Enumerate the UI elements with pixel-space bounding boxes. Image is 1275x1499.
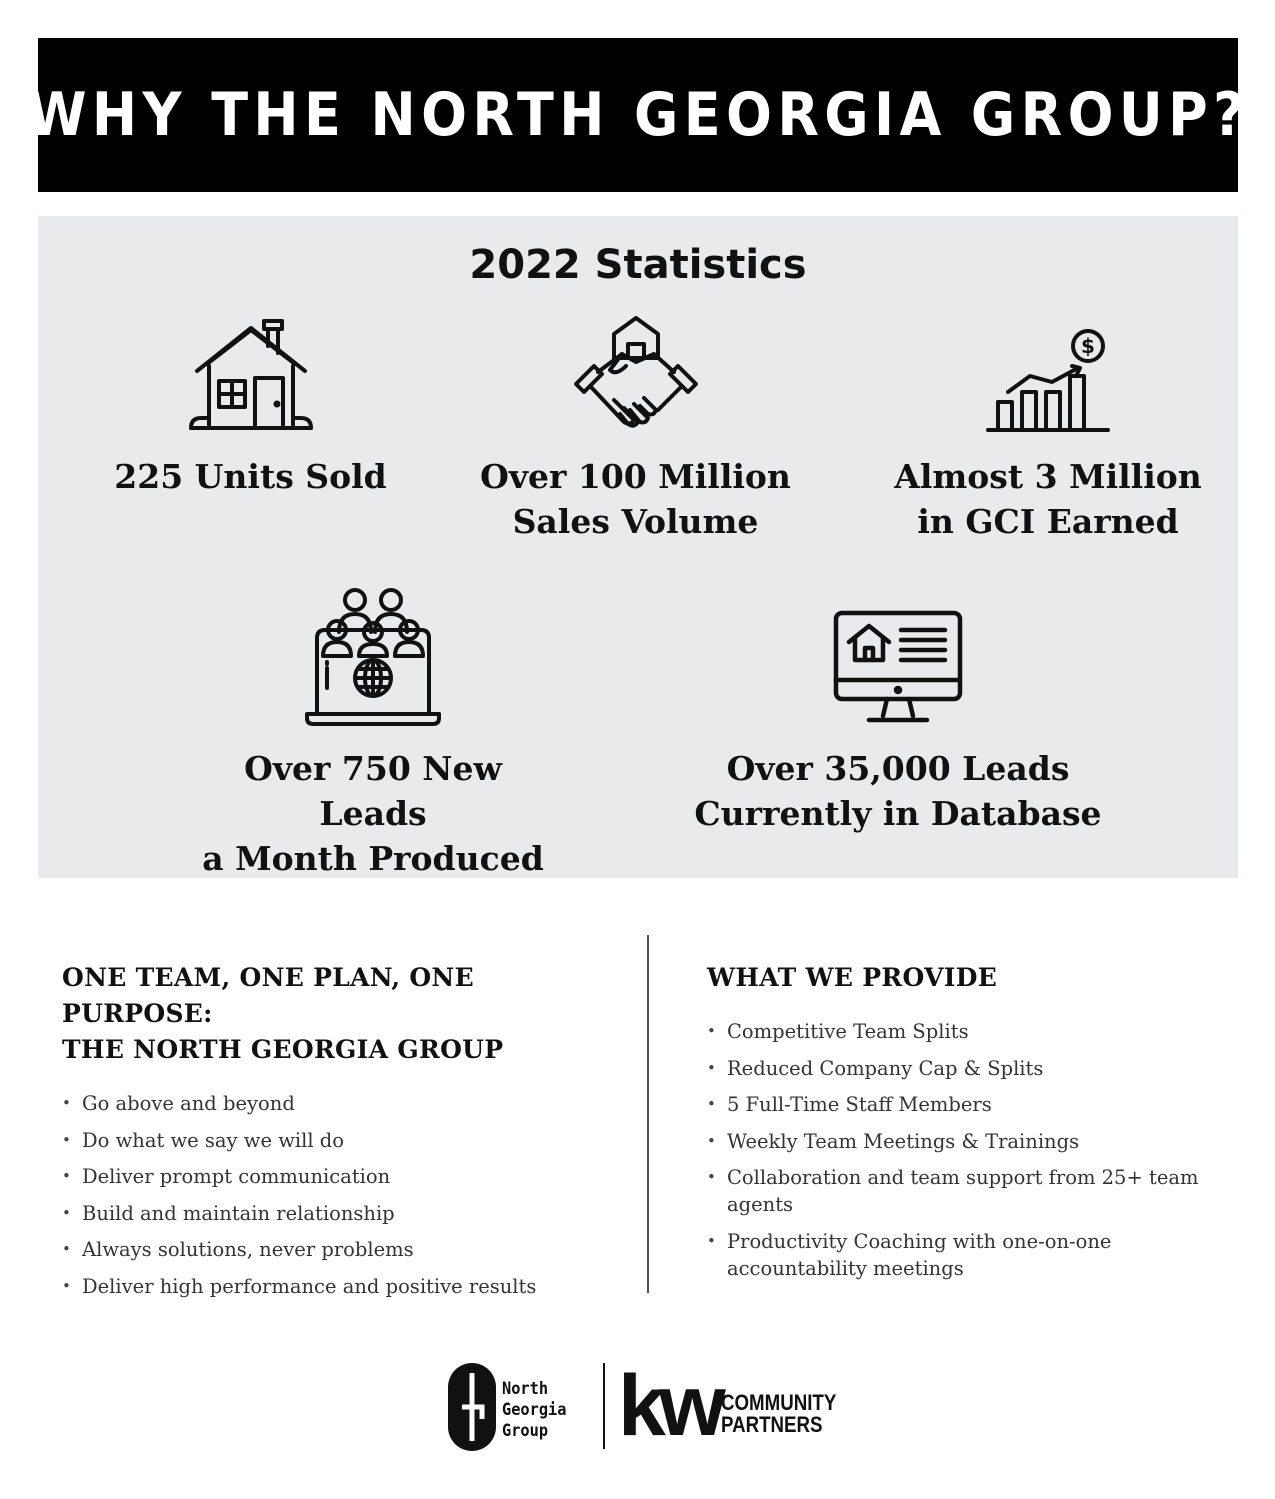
list-item: • Go above and beyond	[62, 1090, 632, 1117]
list-item: • Always solutions, never problems	[62, 1236, 632, 1263]
list-item: • Productivity Coaching with one-on-one accountability meetings	[707, 1228, 1252, 1282]
list-item: • Build and maintain relationship	[62, 1200, 632, 1227]
wordmark-line: COMMUNITY	[721, 1390, 837, 1415]
title-banner	[26, 38, 1250, 192]
list-item: • Deliver prompt communication	[62, 1163, 632, 1190]
north-georgia-group-logo-icon	[448, 1363, 496, 1451]
stat-label: Over 100 Million	[480, 457, 791, 496]
stat-label: in GCI Earned	[917, 502, 1179, 541]
list-item: • Competitive Team Splits	[707, 1018, 1252, 1045]
handshake-icon	[574, 314, 698, 434]
column-divider	[647, 935, 649, 1293]
team-laptop-icon	[305, 586, 441, 726]
stat-gci-earned	[893, 326, 1203, 544]
stat-label: a Month Produced	[202, 839, 544, 878]
list-item: • Reduced Company Cap & Splits	[707, 1055, 1252, 1082]
page-title: WHY THE NORTH GEORGIA GROUP?	[26, 80, 1250, 150]
wordmark-line: PARTNERS	[721, 1412, 823, 1437]
list-item: • Deliver high performance and positive results	[62, 1273, 632, 1300]
values-heading	[62, 960, 632, 1068]
kw-wordmark	[721, 1392, 836, 1436]
stat-sales-volume	[478, 314, 793, 544]
provides-column	[707, 960, 1252, 1291]
house-icon	[189, 316, 313, 434]
growth-chart-icon	[986, 326, 1110, 434]
stat-label: Currently in Database	[694, 794, 1102, 833]
north-georgia-group-wordmark	[502, 1379, 566, 1442]
values-heading-line2: THE NORTH GEORGIA GROUP	[62, 1035, 504, 1064]
footer-logos	[0, 1355, 1275, 1455]
provides-heading: WHAT WE PROVIDE	[707, 963, 998, 992]
svg-text:$: $	[1081, 334, 1095, 358]
stat-label: Almost 3 Million	[894, 457, 1202, 496]
stat-label: Over 35,000 Leads	[726, 749, 1070, 788]
list-item: • 5 Full-Time Staff Members	[707, 1091, 1252, 1118]
statistics-title: 2022 Statistics	[469, 242, 807, 288]
list-item: • Weekly Team Meetings & Trainings	[707, 1128, 1252, 1155]
list-item: • Do what we say we will do	[62, 1127, 632, 1154]
stat-label: Over 750 New Leads	[244, 749, 502, 833]
stat-new-leads	[193, 586, 553, 881]
provides-list	[707, 1018, 1252, 1282]
stat-database-leads	[693, 610, 1103, 836]
stat-units-sold	[108, 316, 393, 499]
kw-logo: kw	[618, 1358, 719, 1454]
wordmark-line: Georgia	[502, 1400, 567, 1420]
list-item: • Collaboration and team support from 25+ team agents	[707, 1164, 1252, 1218]
statistics-panel	[38, 216, 1238, 878]
wordmark-line: North	[502, 1379, 549, 1399]
values-list	[62, 1090, 632, 1300]
logo-divider	[603, 1363, 605, 1449]
stat-label: Sales Volume	[512, 502, 759, 541]
values-heading-line1: ONE TEAM, ONE PLAN, ONE PURPOSE:	[62, 963, 474, 1028]
stat-label: 225 Units Sold	[114, 457, 387, 496]
monitor-listing-icon	[833, 610, 963, 726]
wordmark-line: Group	[502, 1421, 549, 1441]
values-column	[62, 960, 632, 1309]
